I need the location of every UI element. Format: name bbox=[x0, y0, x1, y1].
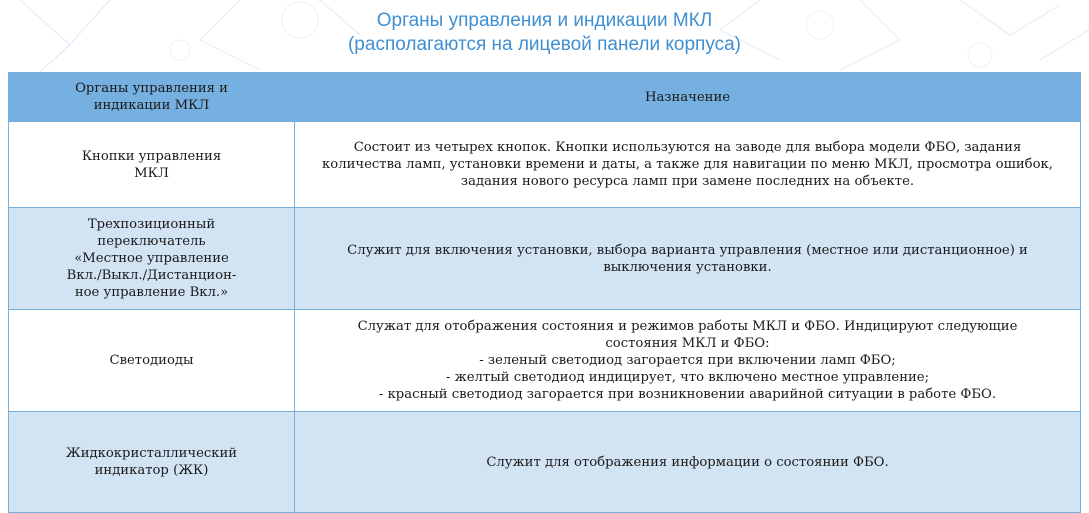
table-row bbox=[9, 122, 1081, 208]
cell-purpose: Служит для отображения информации о состоянии ФБО. bbox=[295, 412, 1081, 513]
table-row bbox=[9, 412, 1081, 513]
table-row bbox=[9, 208, 1081, 310]
controls-table bbox=[8, 72, 1081, 513]
column-header-purpose: Назначение bbox=[295, 73, 1081, 122]
cell-purpose: Служат для отображения состояния и режимов работы МКЛ и ФБО. Индицируют следующие состояния МКЛ и ФБО: - зеленый светодиод загорается при включении ламп ФБО; - желтый светодиод индицирует, что включено местное управление; - красный светодиод загорается при возникновении аварийной ситуации в работе ФБО. bbox=[295, 310, 1081, 412]
cell-purpose: Состоит из четырех кнопок. Кнопки используются на заводе для выбора модели ФБО, задания количества ламп, установки времени и даты, а также для навигации по меню МКЛ, просмотра ошибок, задания нового ресурса ламп при замене последних на объекте. bbox=[295, 122, 1081, 208]
table-row bbox=[9, 310, 1081, 412]
page-subtitle: (располагаются на лицевой панели корпуса) bbox=[347, 34, 742, 55]
column-header-control: Органы управления и индикации МКЛ bbox=[9, 73, 295, 122]
cell-control: Кнопки управления МКЛ bbox=[9, 122, 295, 208]
page-title: Органы управления и индикации МКЛ bbox=[376, 10, 713, 31]
table-header-row bbox=[9, 73, 1081, 122]
cell-control: Трехпозиционный переключатель «Местное управление Вкл./Выкл./Дистанцион- ное управление Вкл.» bbox=[9, 208, 295, 310]
cell-control: Светодиоды bbox=[9, 310, 295, 412]
cell-control: Жидкокристаллический индикатор (ЖК) bbox=[9, 412, 295, 513]
cell-purpose: Служит для включения установки, выбора варианта управления (местное или дистанционное) и выключения установки. bbox=[295, 208, 1081, 310]
